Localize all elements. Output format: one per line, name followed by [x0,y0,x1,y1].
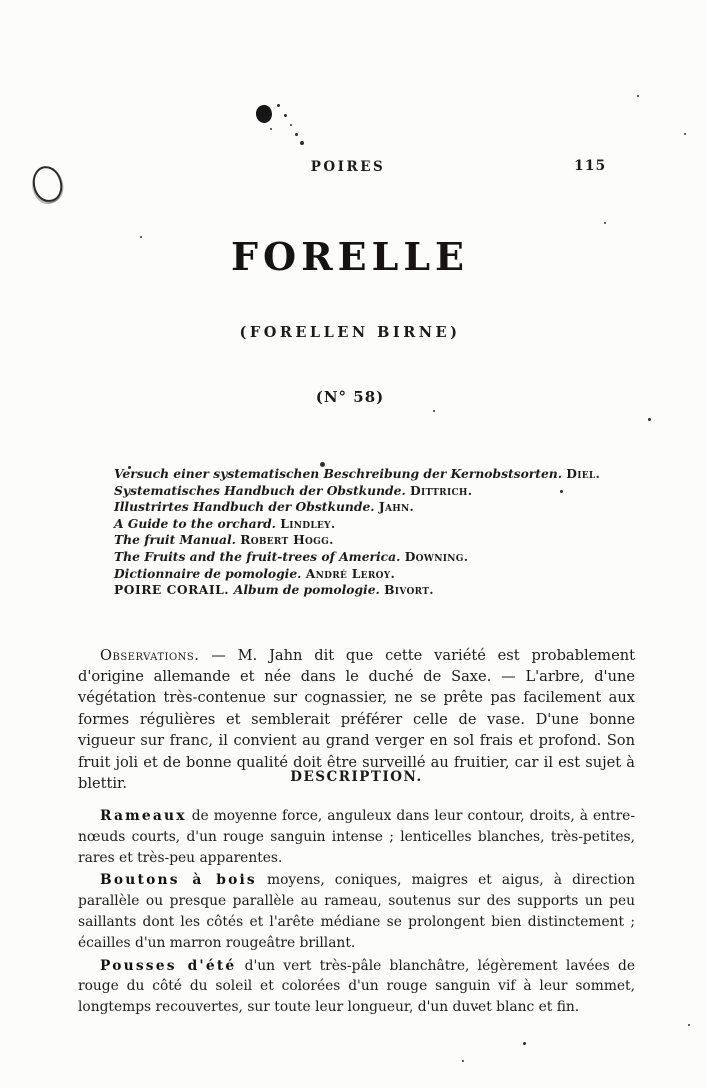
bibliography-entry-title: The Fruits and the fruit-trees of America. [114,548,405,564]
bibliography-entry [114,566,614,583]
description-paragraphs [78,806,635,1020]
scan-speck-artifact [270,128,272,130]
scan-speck-artifact [433,410,435,412]
scan-speck-artifact [637,95,639,97]
observations-label: Observations. [100,646,200,664]
bibliography-entry-title: A Guide to the orchard. [114,515,281,531]
description-paragraph: Boutons à bois moyens, coniques, maigres et aigus, à direction parallèle ou presque parallèle au rameau, soutenus sur des supports un peu saillants dont les côtés et l'arête médiane se prolongent bien distinctement ; écailles d'un marron rougeâtre brillant. [78,872,635,951]
bibliography-entry [114,549,614,566]
variety-subtitle: (FORELLEN BIRNE) [239,324,461,341]
description-term: Rameaux [100,808,187,824]
scan-speck-artifact [462,1060,464,1062]
bibliography-entry-title: Album de pomologie. [233,582,385,598]
scan-speck-artifact [290,124,292,126]
bibliography-entry-title: Versuch einer systematischen Beschreibung der Kernobstsorten. [114,466,567,481]
ink-blot-artifact [254,104,273,125]
scan-speck-artifact [688,1024,690,1026]
bibliography-entry-prefix: POIRE CORAIL. [114,582,234,598]
bibliography-entry [114,582,614,599]
description-term: Pousses d'été [100,957,237,974]
page-number: 115 [574,158,607,174]
scan-speck-artifact [277,104,280,107]
variety-title: FORELLE [230,234,470,279]
description-paragraph: Pousses d'été d'un vert très-pâle blanchâtre, légèrement lavées de rouge du côté du soleil et colorées d'un rouge sanguin vif à leur sommet, longtemps recouvertes, sur toute leur longueur, d'un duvet blanc et fin. [78,957,635,1016]
bibliography-entry-title: The fruit Manual. [114,532,241,548]
bibliography-entry-title: Systematisches Handbuch der Obstkunde. [114,482,411,498]
bibliography-entry [114,532,614,549]
bibliography-entry-author: Dittrich. [410,482,473,498]
ring-stain-artifact [31,164,65,204]
scan-speck-artifact [684,133,686,135]
bibliography-entry-author: Lindley. [280,515,336,531]
scan-speck-artifact [295,133,298,136]
bibliography-entry-author: Downing. [404,548,469,564]
bibliography-entry-author: Bivort. [384,582,434,598]
scan-speck-artifact [604,222,606,224]
description-heading: DESCRIPTION. [290,769,423,785]
bibliography-entry-author: Jahn. [378,499,415,515]
scan-speck-artifact [648,418,651,421]
bibliography-entry [114,466,614,483]
bibliography-entry-author: André Leroy. [305,565,396,581]
bibliography-list [114,466,614,599]
bibliography-entry-author: Robert Hogg. [240,532,334,548]
bibliography-entry-title: Dictionnaire de pomologie. [114,565,306,581]
scan-speck-artifact [523,1042,526,1045]
description-paragraph: Rameaux de moyenne force, anguleux dans leur contour, droits, à entre-nœuds courts, d'un rouge sanguin intense ; lenticelles blanches, très-petites, rares et très-peu apparentes. [78,808,635,866]
bibliography-entry-author: Diel. [566,466,601,481]
variety-number: (N° 58) [315,388,385,406]
scan-speck-artifact [300,141,304,145]
scan-speck-artifact [284,114,287,117]
bibliography-entry-title: Illustrirtes Handbuch der Obstkunde. [114,499,379,515]
running-title: POIRES [310,159,386,175]
description-term: Boutons à bois [100,872,257,889]
bibliography-entry [114,483,614,500]
observations-text: — M. Jahn dit que cette variété est probablement d'origine allemande et née dans le duché de Saxe. — L'arbre, d'une végétation très-contenue sur cognassier, ne se prête pas facilement aux formes régulières et semblerait préférer celle de vase. D'une bonne vigueur sur franc, il convient au grand verger en sol frais et profond. Son fruit joli et de bonne qualité doit être surveillé au fruitier, car il est sujet à blettir. [78,646,636,793]
bibliography-entry [114,516,614,533]
bibliography-entry [114,499,614,516]
